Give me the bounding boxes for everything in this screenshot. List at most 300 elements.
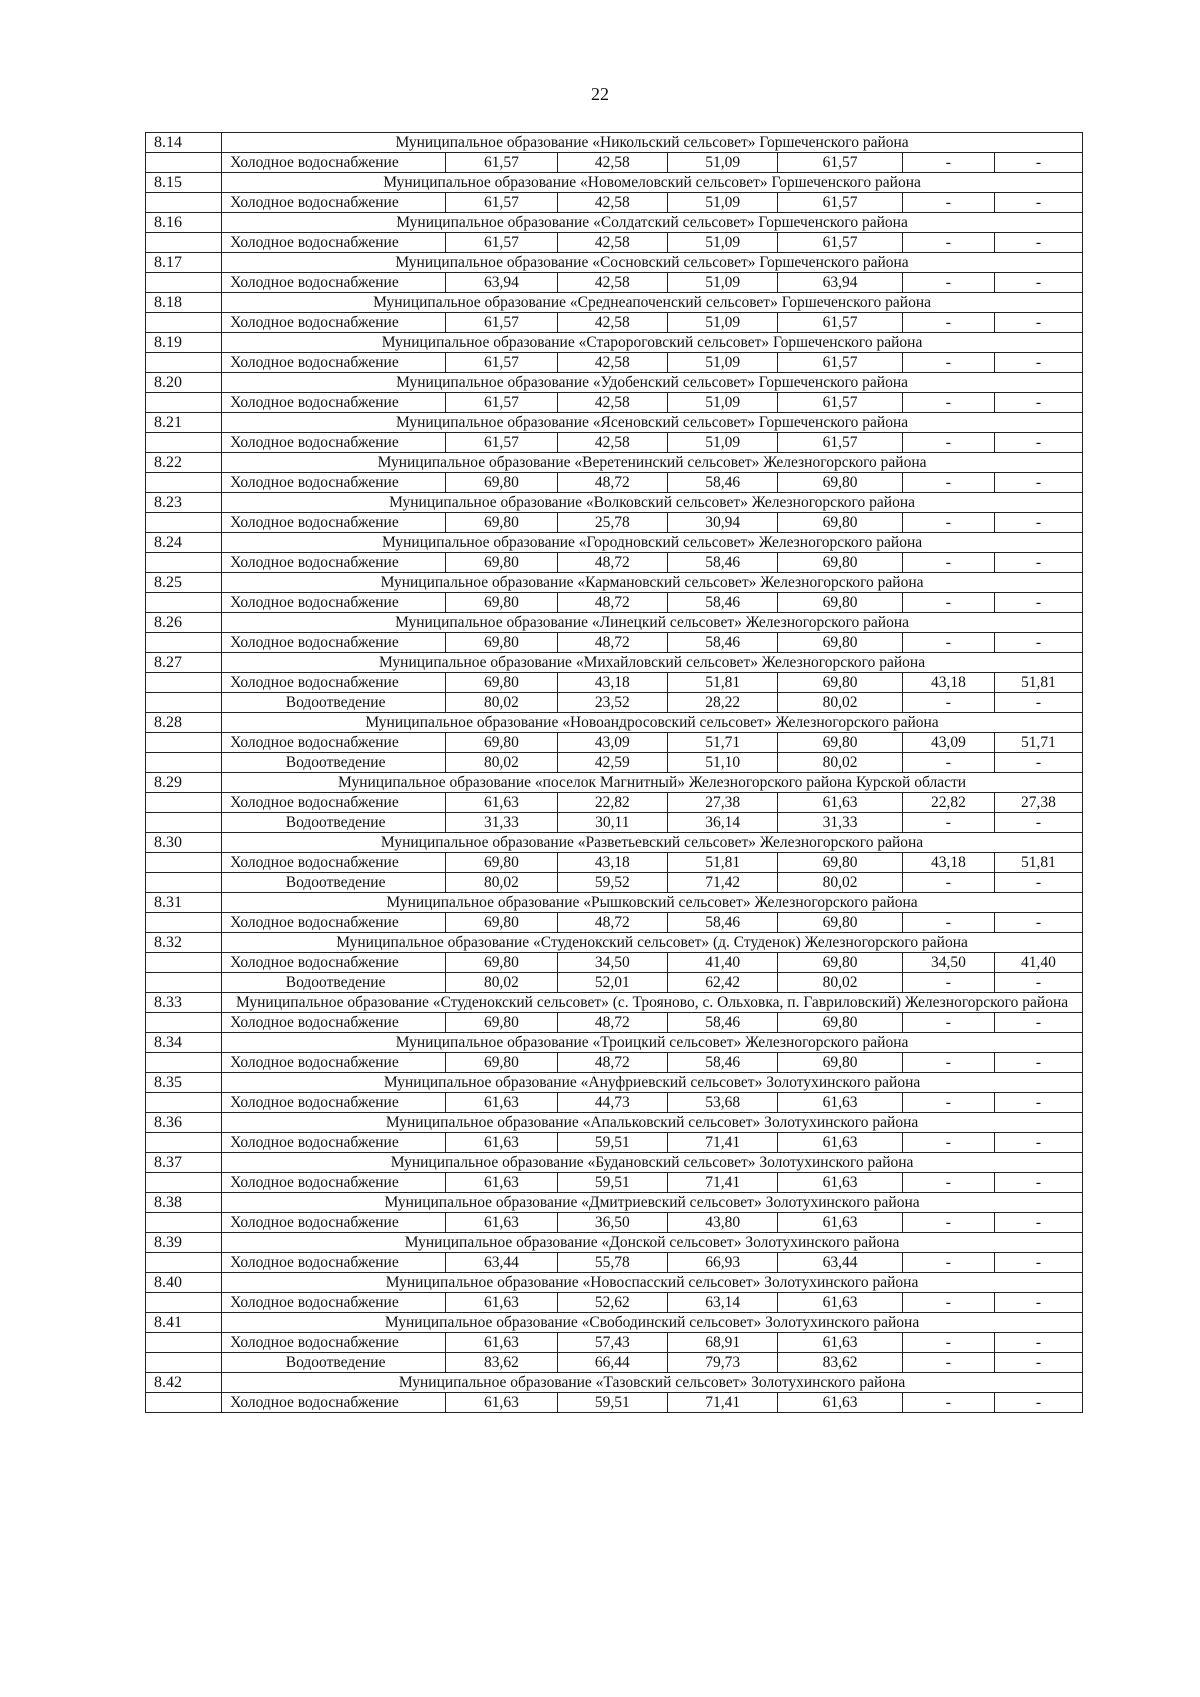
tariff-value: 69,80 [446,473,557,493]
tariff-value: 27,38 [994,793,1082,813]
tariff-value: 71,41 [668,1393,778,1413]
tariff-value: 61,57 [778,233,902,253]
tariff-row [146,793,1083,813]
tariff-value: 25,78 [557,513,667,533]
entry-number: 8.40 [146,1273,222,1293]
tariff-row [146,593,1083,613]
tariff-value: - [902,1053,994,1073]
tariff-value: 61,57 [446,153,557,173]
tariff-value: 57,43 [557,1333,667,1353]
tariff-row [146,473,1083,493]
service-name: Холодное водоснабжение [222,1173,446,1193]
service-name: Холодное водоснабжение [222,233,446,253]
tariff-value: 71,41 [668,1173,778,1193]
tariff-value: 69,80 [778,853,902,873]
tariff-row [146,633,1083,653]
tariff-value: 52,62 [557,1293,667,1313]
entry-number: 8.23 [146,493,222,513]
entry-number: 8.35 [146,1073,222,1093]
tariff-value: 61,57 [778,353,902,373]
service-name: Холодное водоснабжение [222,1253,446,1273]
tariff-value: - [902,1093,994,1113]
tariff-value: 80,02 [778,973,902,993]
entry-number: 8.20 [146,373,222,393]
tariff-value: 61,63 [778,1133,902,1153]
tariff-value: - [902,813,994,833]
empty-number-cell [146,793,222,813]
service-name: Водоотведение [222,1353,446,1373]
tariff-value: - [994,1253,1082,1273]
tariff-value: 59,52 [557,873,667,893]
tariff-value: 69,80 [446,633,557,653]
tariff-value: 83,62 [778,1353,902,1373]
tariff-value: 61,63 [778,1093,902,1113]
empty-number-cell [146,513,222,533]
service-name: Холодное водоснабжение [222,153,446,173]
service-name: Холодное водоснабжение [222,513,446,533]
tariff-row [146,913,1083,933]
tariff-value: - [902,393,994,413]
service-name: Водоотведение [222,973,446,993]
empty-number-cell [146,1353,222,1373]
entry-number: 8.17 [146,253,222,273]
service-name: Водоотведение [222,813,446,833]
tariff-value: 62,42 [668,973,778,993]
tariff-value: 51,81 [994,673,1082,693]
entry-number: 8.36 [146,1113,222,1133]
entry-number: 8.30 [146,833,222,853]
tariff-value: - [994,813,1082,833]
tariff-value: - [902,153,994,173]
tariff-value: 58,46 [668,553,778,573]
tariff-value: - [994,1293,1082,1313]
tariff-value: - [902,1353,994,1373]
tariff-value: 61,57 [446,353,557,373]
tariff-value: 58,46 [668,913,778,933]
tariff-row [146,873,1083,893]
service-name: Холодное водоснабжение [222,473,446,493]
tariff-value: 51,81 [668,673,778,693]
entry-header-row [146,373,1083,393]
tariff-value: - [902,553,994,573]
empty-number-cell [146,433,222,453]
empty-number-cell [146,1013,222,1033]
service-name: Холодное водоснабжение [222,553,446,573]
municipality-title: Муниципальное образование «Свободинский сельсовет» Золотухинского района [222,1313,1083,1333]
entry-header-row [146,173,1083,193]
entry-header-row [146,133,1083,153]
tariff-value: 42,58 [557,353,667,373]
empty-number-cell [146,1293,222,1313]
service-name: Холодное водоснабжение [222,1213,446,1233]
entry-number: 8.26 [146,613,222,633]
tariff-value: - [994,433,1082,453]
tariff-row [146,1213,1083,1233]
tariff-value: - [994,593,1082,613]
tariff-value: 69,80 [778,593,902,613]
empty-number-cell [146,753,222,773]
tariff-value: 69,80 [446,853,557,873]
tariff-value: - [994,153,1082,173]
tariff-value: 69,80 [446,593,557,613]
tariff-value: 61,57 [778,433,902,453]
tariff-value: - [902,193,994,213]
tariff-value: 61,63 [446,793,557,813]
entry-number: 8.22 [146,453,222,473]
entry-header-row [146,893,1083,913]
tariff-value: - [902,233,994,253]
tariff-value: 61,57 [778,153,902,173]
entry-number: 8.27 [146,653,222,673]
empty-number-cell [146,1333,222,1353]
municipality-title: Муниципальное образование «Апальковский сельсовет» Золотухинского района [222,1113,1083,1133]
entry-header-row [146,1193,1083,1213]
tariff-value: 61,63 [778,793,902,813]
tariff-value: 69,80 [778,473,902,493]
tariff-value: 61,57 [446,193,557,213]
tariff-value: 51,09 [668,153,778,173]
tariff-value: - [994,553,1082,573]
tariff-value: 61,57 [446,433,557,453]
tariff-value: 42,58 [557,233,667,253]
tariff-value: 58,46 [668,1053,778,1073]
tariff-value: - [994,633,1082,653]
tariff-value: 69,80 [446,1053,557,1073]
tariff-value: - [994,473,1082,493]
tariff-value: - [902,273,994,293]
tariff-value: - [902,973,994,993]
municipality-title: Муниципальное образование «Волковский сельсовет» Железногорского района [222,493,1083,513]
tariff-value: - [994,353,1082,373]
tariff-value: 59,51 [557,1393,667,1413]
municipality-title: Муниципальное образование «Донской сельсовет» Золотухинского района [222,1233,1083,1253]
entry-header-row [146,713,1083,733]
empty-number-cell [146,673,222,693]
entry-header-row [146,413,1083,433]
entry-header-row [146,333,1083,353]
municipality-title: Муниципальное образование «Разветьевский сельсовет» Железногорского района [222,833,1083,853]
tariff-value: 63,94 [778,273,902,293]
service-name: Водоотведение [222,693,446,713]
tariff-row [146,153,1083,173]
municipality-title: Муниципальное образование «поселок Магнитный» Железногорского района Курской области [222,773,1083,793]
tariff-value: 58,46 [668,633,778,653]
empty-number-cell [146,1133,222,1153]
tariff-value: 51,10 [668,753,778,773]
entry-number: 8.42 [146,1373,222,1393]
entry-header-row [146,933,1083,953]
tariff-value: 61,63 [778,1213,902,1233]
tariff-row [146,1133,1083,1153]
tariff-value: 66,44 [557,1353,667,1373]
tariff-value: 58,46 [668,473,778,493]
tariff-value: 43,18 [557,673,667,693]
service-name: Холодное водоснабжение [222,313,446,333]
tariff-row [146,973,1083,993]
tariff-value: - [994,913,1082,933]
municipality-title: Муниципальное образование «Кармановский сельсовет» Железногорского района [222,573,1083,593]
entry-number: 8.34 [146,1033,222,1053]
tariff-value: 36,14 [668,813,778,833]
tariff-value: - [902,1333,994,1353]
tariff-value: 61,63 [446,1133,557,1153]
empty-number-cell [146,353,222,373]
tariff-value: 43,18 [902,853,994,873]
tariff-value: 28,22 [668,693,778,713]
tariff-value: 59,51 [557,1133,667,1153]
tariff-value: 61,63 [446,1093,557,1113]
tariff-row [146,953,1083,973]
tariff-value: 59,51 [557,1173,667,1193]
tariff-value: - [902,1393,994,1413]
tariff-value: 61,63 [446,1213,557,1233]
tariff-value: 41,40 [668,953,778,973]
tariff-row [146,233,1083,253]
tariff-value: 66,93 [668,1253,778,1273]
entry-number: 8.37 [146,1153,222,1173]
tariff-value: 80,02 [778,753,902,773]
entry-number: 8.19 [146,333,222,353]
tariff-value: - [902,593,994,613]
tariff-value: - [994,973,1082,993]
tariff-value: - [994,1213,1082,1233]
tariff-value: - [902,873,994,893]
entry-header-row [146,773,1083,793]
empty-number-cell [146,853,222,873]
page-number: 22 [591,84,609,104]
tariff-value: 44,73 [557,1093,667,1113]
tariff-value: - [902,1013,994,1033]
tariff-value: - [902,1293,994,1313]
tariff-value: - [994,1093,1082,1113]
tariff-value: 58,46 [668,593,778,613]
tariff-value: - [994,873,1082,893]
empty-number-cell [146,1253,222,1273]
entry-number: 8.14 [146,133,222,153]
tariff-value: 51,71 [994,733,1082,753]
tariff-value: 80,02 [446,693,557,713]
service-name: Водоотведение [222,753,446,773]
tariff-value: 53,68 [668,1093,778,1113]
tariff-row [146,353,1083,373]
tariff-row [146,1053,1083,1073]
entry-number: 8.41 [146,1313,222,1333]
municipality-title: Муниципальное образование «Студенокский сельсовет» (с. Трояново, с. Ольховка, п. Гавриловский) Железногорского района [222,993,1083,1013]
tariff-row [146,433,1083,453]
tariff-row [146,753,1083,773]
tariff-value: 69,80 [446,953,557,973]
entry-number: 8.24 [146,533,222,553]
tariff-value: 51,71 [668,733,778,753]
tariff-value: 69,80 [446,513,557,533]
tariff-value: 69,80 [446,673,557,693]
tariff-row [146,553,1083,573]
tariff-value: - [994,513,1082,533]
municipality-title: Муниципальное образование «Удобенский сельсовет» Горшеченского района [222,373,1083,393]
tariff-table-body [146,133,1083,1413]
municipality-title: Муниципальное образование «Веретенинский сельсовет» Железногорского района [222,453,1083,473]
municipality-title: Муниципальное образование «Студенокский сельсовет» (д. Студенок) Железногорского района [222,933,1083,953]
tariff-value: - [994,1353,1082,1373]
tariff-value: 51,09 [668,393,778,413]
tariff-value: 31,33 [446,813,557,833]
tariff-value: 22,82 [557,793,667,813]
tariff-row [146,813,1083,833]
municipality-title: Муниципальное образование «Ануфриевский сельсовет» Золотухинского района [222,1073,1083,1093]
tariff-value: - [994,1133,1082,1153]
service-name: Холодное водоснабжение [222,393,446,413]
tariff-value: - [994,233,1082,253]
tariff-value: 48,72 [557,1013,667,1033]
tariff-value: 42,58 [557,433,667,453]
entry-header-row [146,993,1083,1013]
service-name: Холодное водоснабжение [222,853,446,873]
tariff-value: 51,09 [668,313,778,333]
tariff-value: - [994,273,1082,293]
service-name: Холодное водоснабжение [222,1393,446,1413]
tariff-row [146,1293,1083,1313]
tariff-value: - [902,513,994,533]
tariff-value: 61,63 [778,1333,902,1353]
tariff-row [146,1173,1083,1193]
tariff-value: 69,80 [778,1053,902,1073]
tariff-value: 61,57 [446,393,557,413]
entry-number: 8.29 [146,773,222,793]
tariff-value: 27,38 [668,793,778,813]
empty-number-cell [146,733,222,753]
service-name: Холодное водоснабжение [222,193,446,213]
tariff-value: 61,57 [778,393,902,413]
municipality-title: Муниципальное образование «Дмитриевский сельсовет» Золотухинского района [222,1193,1083,1213]
tariff-value: - [902,473,994,493]
tariff-value: 63,14 [668,1293,778,1313]
tariff-value: 51,81 [994,853,1082,873]
tariff-value: 48,72 [557,553,667,573]
tariff-value: - [902,753,994,773]
empty-number-cell [146,873,222,893]
tariff-row [146,673,1083,693]
tariff-value: 79,73 [668,1353,778,1373]
empty-number-cell [146,313,222,333]
tariff-value: 42,58 [557,393,667,413]
entry-header-row [146,253,1083,273]
tariff-value: 69,80 [446,553,557,573]
tariff-value: 69,80 [778,553,902,573]
municipality-title: Муниципальное образование «Тазовский сельсовет» Золотухинского района [222,1373,1083,1393]
tariff-value: 71,41 [668,1133,778,1153]
municipality-title: Муниципальное образование «Новомеловский сельсовет» Горшеченского района [222,173,1083,193]
tariff-value: - [902,693,994,713]
tariff-value: 61,63 [778,1293,902,1313]
tariff-value: 61,63 [778,1173,902,1193]
tariff-value: 43,18 [557,853,667,873]
tariff-row [146,273,1083,293]
tariff-value: 58,46 [668,1013,778,1033]
entry-header-row [146,293,1083,313]
tariff-row [146,853,1083,873]
tariff-value: 61,57 [446,313,557,333]
tariff-value: 43,80 [668,1213,778,1233]
service-name: Холодное водоснабжение [222,633,446,653]
tariff-value: 80,02 [446,753,557,773]
tariff-table [145,132,1083,1413]
tariff-value: 31,33 [778,813,902,833]
service-name: Водоотведение [222,873,446,893]
empty-number-cell [146,153,222,173]
municipality-title: Муниципальное образование «Старороговский сельсовет» Горшеченского района [222,333,1083,353]
tariff-row [146,1333,1083,1353]
empty-number-cell [146,1173,222,1193]
tariff-value: - [902,433,994,453]
empty-number-cell [146,1093,222,1113]
entry-header-row [146,573,1083,593]
tariff-row [146,313,1083,333]
service-name: Холодное водоснабжение [222,1093,446,1113]
service-name: Холодное водоснабжение [222,913,446,933]
tariff-value: 69,80 [778,953,902,973]
tariff-value: - [994,1173,1082,1193]
tariff-row [146,393,1083,413]
tariff-value: - [902,313,994,333]
entry-number: 8.39 [146,1233,222,1253]
tariff-value: 69,80 [446,913,557,933]
empty-number-cell [146,633,222,653]
tariff-value: - [994,393,1082,413]
tariff-value: 48,72 [557,473,667,493]
municipality-title: Муниципальное образование «Городновский сельсовет» Железногорского района [222,533,1083,553]
entry-header-row [146,1273,1083,1293]
tariff-value: 48,72 [557,633,667,653]
empty-number-cell [146,393,222,413]
tariff-value: 36,50 [557,1213,667,1233]
service-name: Холодное водоснабжение [222,353,446,373]
tariff-value: 69,80 [778,513,902,533]
entry-number: 8.25 [146,573,222,593]
empty-number-cell [146,593,222,613]
tariff-value: 69,80 [778,673,902,693]
tariff-value: 42,59 [557,753,667,773]
tariff-value: 61,63 [446,1333,557,1353]
entry-number: 8.38 [146,1193,222,1213]
entry-header-row [146,653,1083,673]
tariff-value: 41,40 [994,953,1082,973]
tariff-value: 80,02 [446,973,557,993]
tariff-value: 30,11 [557,813,667,833]
empty-number-cell [146,813,222,833]
entry-header-row [146,1313,1083,1333]
tariff-value: 69,80 [778,913,902,933]
tariff-value: 42,58 [557,193,667,213]
tariff-value: 71,42 [668,873,778,893]
empty-number-cell [146,193,222,213]
tariff-value: 61,63 [778,1393,902,1413]
service-name: Холодное водоснабжение [222,733,446,753]
service-name: Холодное водоснабжение [222,673,446,693]
tariff-value: 69,80 [778,633,902,653]
tariff-value: 43,09 [557,733,667,753]
tariff-value: - [902,1253,994,1273]
tariff-value: - [994,313,1082,333]
entry-header-row [146,1073,1083,1093]
service-name: Холодное водоснабжение [222,793,446,813]
tariff-value: - [902,1133,994,1153]
tariff-value: 63,94 [446,273,557,293]
tariff-value: 34,50 [557,953,667,973]
tariff-value: 83,62 [446,1353,557,1373]
empty-number-cell [146,913,222,933]
entry-number: 8.18 [146,293,222,313]
entry-header-row [146,493,1083,513]
